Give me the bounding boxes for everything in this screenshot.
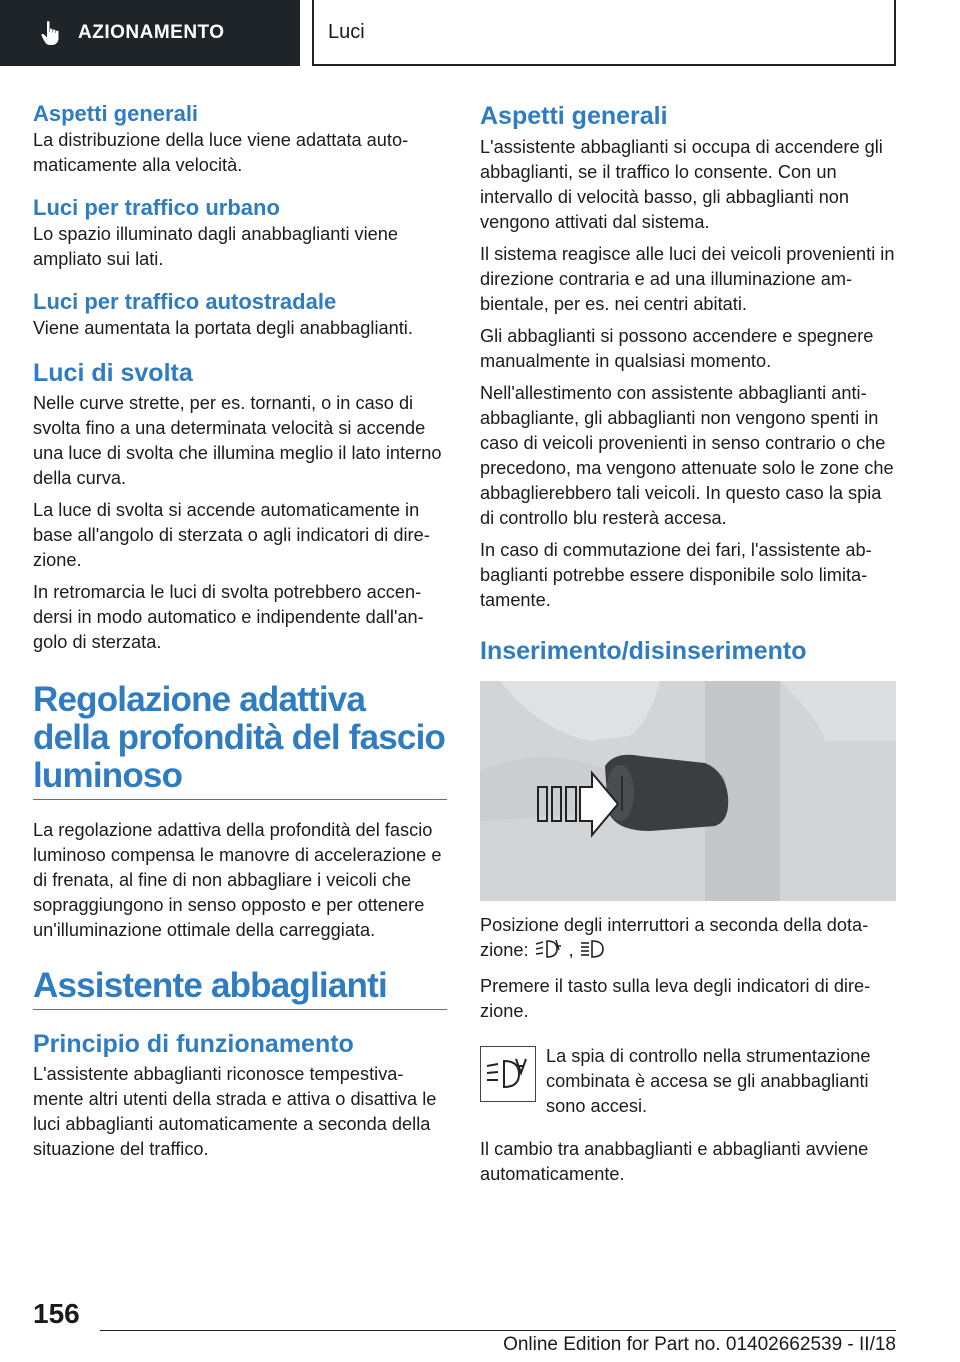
- footer-divider: [100, 1330, 896, 1331]
- paragraph: Premere il tasto sulla leva degli indicatori di direzione.: [480, 976, 871, 1021]
- left-column: [33, 100, 447, 1178]
- paragraph: Il cambio tra anabbaglianti e abbaglianti avviene automaticamente.: [480, 1139, 869, 1184]
- section-heading: Inserimento/disinserimento: [480, 637, 807, 665]
- chapter-title: AZIONAMENTO: [78, 22, 225, 43]
- high-beam-icon: [579, 938, 605, 967]
- paragraph: Nelle curve strette, per es. tornanti, o in caso di svolta fino a una determinata velocità si accende una luce di svolta che illumina meglio il lato interno della curva.: [33, 393, 442, 488]
- figure-caption: [480, 913, 896, 967]
- paragraph: L'assistente abbaglianti riconosce tempestivamente altri utenti della strada e attiva o disattiva le luci abbaglianti automaticamente a seconda della situazione del traffico.: [33, 1064, 437, 1159]
- section-title: Luci: [328, 20, 365, 43]
- lever-illustration: [480, 681, 896, 901]
- right-column: [480, 100, 896, 1187]
- high-beam-assist-icon: [534, 938, 564, 967]
- paragraph: In retromarcia le luci di svolta potrebbero accendersi in modo automatico e indipendente dall'angolo di sterzata.: [33, 582, 424, 652]
- turn-signal-lever-figure: [480, 681, 896, 901]
- section-tab: [312, 0, 896, 66]
- caption-text: Posizione degli interruttori a seconda della dotazione:: [480, 915, 869, 960]
- paragraph: Viene aumentata la portata degli anabbaglianti.: [33, 318, 413, 338]
- edition-note: Online Edition for Part no. 01402662539 - II/18: [503, 1334, 896, 1355]
- high-beam-assist-indicator-icon: [480, 1046, 536, 1102]
- section-heading: Luci per traffico autostradale: [33, 289, 337, 314]
- indicator-text: La spia di controllo nella strumentazione combinata è accesa se gli anabbaglianti sono accesi.: [546, 1046, 871, 1116]
- chapter-heading: Regolazione adattiva della profondità del fascio luminoso: [33, 681, 447, 800]
- paragraph: La luce di svolta si accende automaticamente in base all'angolo di sterzata o agli indicatori di direzione.: [33, 500, 430, 570]
- hand-pointer-icon: [40, 20, 62, 46]
- page-number: 156: [33, 1298, 80, 1329]
- section-heading: Principio di funzionamento: [33, 1030, 354, 1058]
- section-heading: Aspetti generali: [33, 101, 199, 126]
- paragraph: Gli abbaglianti si possono accendere e spegnere manualmente in qualsiasi momento.: [480, 326, 874, 371]
- paragraph: Lo spazio illuminato dagli anabbaglianti viene ampliato sui lati.: [33, 224, 399, 269]
- paragraph: La distribuzione della luce viene adattata automaticamente alla velocità.: [33, 130, 409, 175]
- page-header: [0, 0, 960, 66]
- paragraph: L'assistente abbaglianti si occupa di accendere gli abbaglianti, se il traffico lo consente. Con un intervallo di velocità basso, gli abbaglianti non vengono attivati dal sistema.: [480, 137, 883, 232]
- paragraph: In caso di commutazione dei fari, l'assistente abbaglianti potrebbe essere disponibile solo limitatamente.: [480, 540, 872, 610]
- chapter-heading: Assistente abbaglianti: [33, 967, 447, 1010]
- indicator-note: [480, 1044, 896, 1119]
- section-heading: Aspetti generali: [480, 102, 668, 130]
- paragraph: Nell'allestimento con assistente abbaglianti antiabbagliante, gli abbaglianti non vengono spenti in caso di veicoli provenienti in senso contrario o che precedono, ma vengono attenuate solo le zone che abbaglierebbero tali veicoli. In questo caso la spia di controllo blu resterà accesa.: [480, 383, 894, 528]
- section-heading: Luci di svolta: [33, 359, 193, 387]
- paragraph: La regolazione adattiva della profondità del fascio luminoso compensa le manovre di accelerazione e di frenata, al fine di non abbagliare i veicoli che sopraggiungono in senso opposto e per ottenere un'illuminazione ottimale della carreggiata.: [33, 820, 442, 940]
- caption-separator: ,: [568, 940, 574, 960]
- chapter-tab: [0, 0, 300, 66]
- paragraph: Il sistema reagisce alle luci dei veicoli provenienti in direzione contraria e ad una illuminazione ambientale, per es. nei centri abitati.: [480, 244, 895, 314]
- section-heading: Luci per traffico urbano: [33, 195, 280, 220]
